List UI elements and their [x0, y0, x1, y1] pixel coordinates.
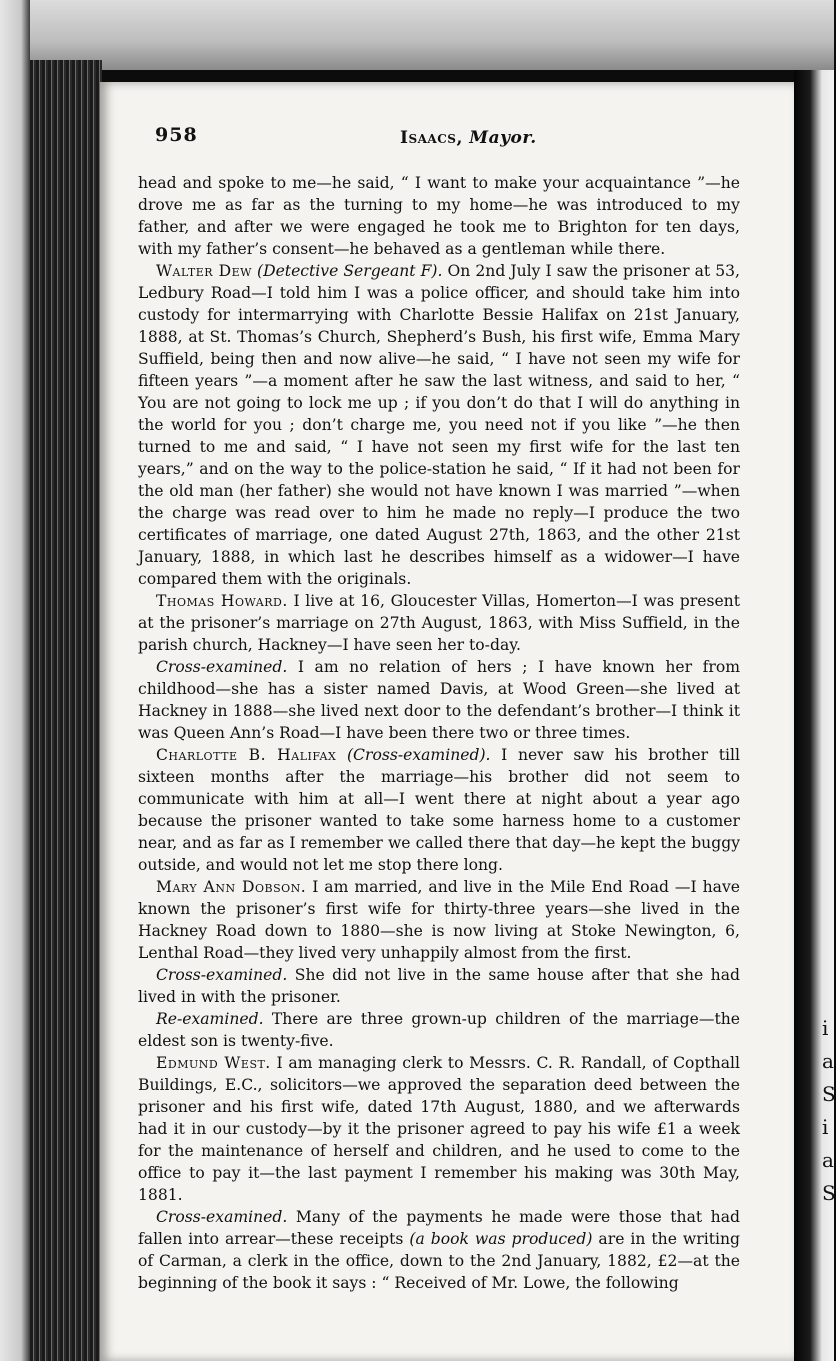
margin-letter: S	[822, 1082, 836, 1106]
running-head	[400, 128, 537, 148]
book-spine	[30, 60, 102, 1361]
paragraph-text: I am managing clerk to Messrs. C. R. Randall, of Copthall Buildings, E.C., solicitors—we approved the separation deed between the prisoner and his first wife, dated 17th August, 1880, and we afterwards had it in our custody—by it the prisoner agreed to pay his wife £1 a week for the maintenance of herself and children, and he used to come to the office to pay it—the last payment I remember his making was 30th May, 1881.	[138, 1054, 741, 1204]
paragraph-text: head and spoke to me—he said, “ I want to make your acquaintance ”—he drove me as far as the turning to my home—he was introduced to my father, and after we were engaged he took me to Brighton for ten days, with my father’s consent—he behaved as a gentleman while there.	[138, 174, 740, 258]
scan-background-left	[0, 0, 30, 1361]
running-head-title: Mayor.	[469, 128, 537, 148]
witness-name: Walter Dew	[156, 262, 252, 280]
examination-label: Re-examined.	[156, 1010, 264, 1028]
scan-background-top	[0, 0, 834, 70]
paragraph	[138, 1206, 740, 1294]
margin-letter: i	[822, 1016, 829, 1040]
margin-letter: a	[822, 1049, 834, 1073]
witness-name: Charlotte B. Halifax	[156, 746, 337, 764]
paragraph-text: I am married, and live in the Mile End Road —I have known the prisoner’s first wife for thirty-three years—she lived in the Hackney Road down to 1880—she is now living at Stoke Newington, 6, Lenthal Road—they lived very unhappily almost from the first.	[138, 878, 740, 962]
facing-page-margin-letters	[822, 1012, 834, 1210]
paragraph	[138, 744, 740, 876]
examination-label: Cross-examined.	[156, 1208, 288, 1226]
paragraph-text: There are three grown-up children of the marriage—the eldest son is twenty-five.	[138, 1010, 740, 1050]
examination-label: (Cross-examined).	[346, 746, 491, 764]
paragraph	[138, 656, 740, 744]
paragraph-text: On 2nd July I saw the prisoner at 53, Ledbury Road—I told him I was a police officer, and should take him into custody for intermarrying with Charlotte Bessie Halifax on 21st January, 1888, at St. Thomas’s Church, Shepherd’s Bush, his first wife, Emma Mary Suffield, being then and now alive—he said, “ I have not seen my wife for fifteen years ”—a moment after he saw the last witness, and said to her, “ You are not going to lock me up ; if you don’t do that I will do anything in the world for you ; don’t charge me, you need not if you like ”—he then turned to me and said, “ I have not seen my first wife for the last ten years,” and on the way to the police-station he said, “ If it had not been for the old man (her father) she would not have known I was married ”—when the charge was read over to him he made no reply—I produce the two certificates of marriage, one dated August 27th, 1863, and the other 21st January, 1888, in which last he describes himself as a widower—I have compared them with the originals.	[138, 262, 741, 588]
margin-letter: i	[822, 1115, 829, 1139]
running-head-name: Isaacs,	[400, 128, 463, 148]
paragraph-text: are in the writing of Carman, a clerk in the office, down to the 2nd January, 1882, £2—at the beginning of the book it says : “ Received of Mr. Lowe, the following	[138, 1230, 741, 1292]
page-number: 958	[155, 124, 198, 146]
witness-role: (Detective Sergeant F).	[256, 262, 443, 280]
paragraph	[138, 1052, 740, 1206]
examination-label: Cross-examined.	[156, 966, 288, 984]
page-body	[138, 172, 740, 1294]
witness-name: Mary Ann Dobson.	[156, 878, 307, 896]
paragraph	[138, 172, 740, 260]
paragraph-text: I am no relation of hers ; I have known her from childhood—she has a sister named Davis, at Wood Green—she lived at Hackney in 1888—she lived next door to the defendant’s brother—I think it was Queen Ann’s Road—I have been there two or three times.	[138, 658, 740, 742]
paragraph-text: I never saw his brother till sixteen months after the marriage—his brother did not seem to communicate with him at all—I went there at night about a year ago because the prisoner wanted to take some harness home to a customer near, and as far as I remember we called there that day—he kept the buggy outside, and would not let me stop there long.	[138, 746, 740, 874]
examination-label: Cross-examined.	[156, 658, 288, 676]
paragraph	[138, 590, 740, 656]
paragraph	[138, 1008, 740, 1052]
paragraph-text: I live at 16, Gloucester Villas, Homerton—I was present at the prisoner’s marriage on 27th August, 1863, with Miss Suffield, in the parish church, Hackney—I have seen her to-day.	[138, 592, 740, 654]
margin-letter: S	[822, 1181, 836, 1205]
witness-name: Thomas Howard.	[156, 592, 288, 610]
paragraph	[138, 964, 740, 1008]
paragraph-text: Many of the payments he made were those that had fallen into arrear—these receipts	[138, 1208, 740, 1248]
paragraph	[138, 260, 740, 590]
margin-letter: a	[822, 1148, 834, 1172]
aside-note: (a book was produced)	[409, 1230, 593, 1248]
paragraph	[138, 876, 740, 964]
paragraph-text: She did not live in the same house after that she had lived in with the prisoner.	[138, 966, 740, 1006]
page-header	[155, 124, 715, 154]
witness-name: Edmund West.	[156, 1054, 271, 1072]
